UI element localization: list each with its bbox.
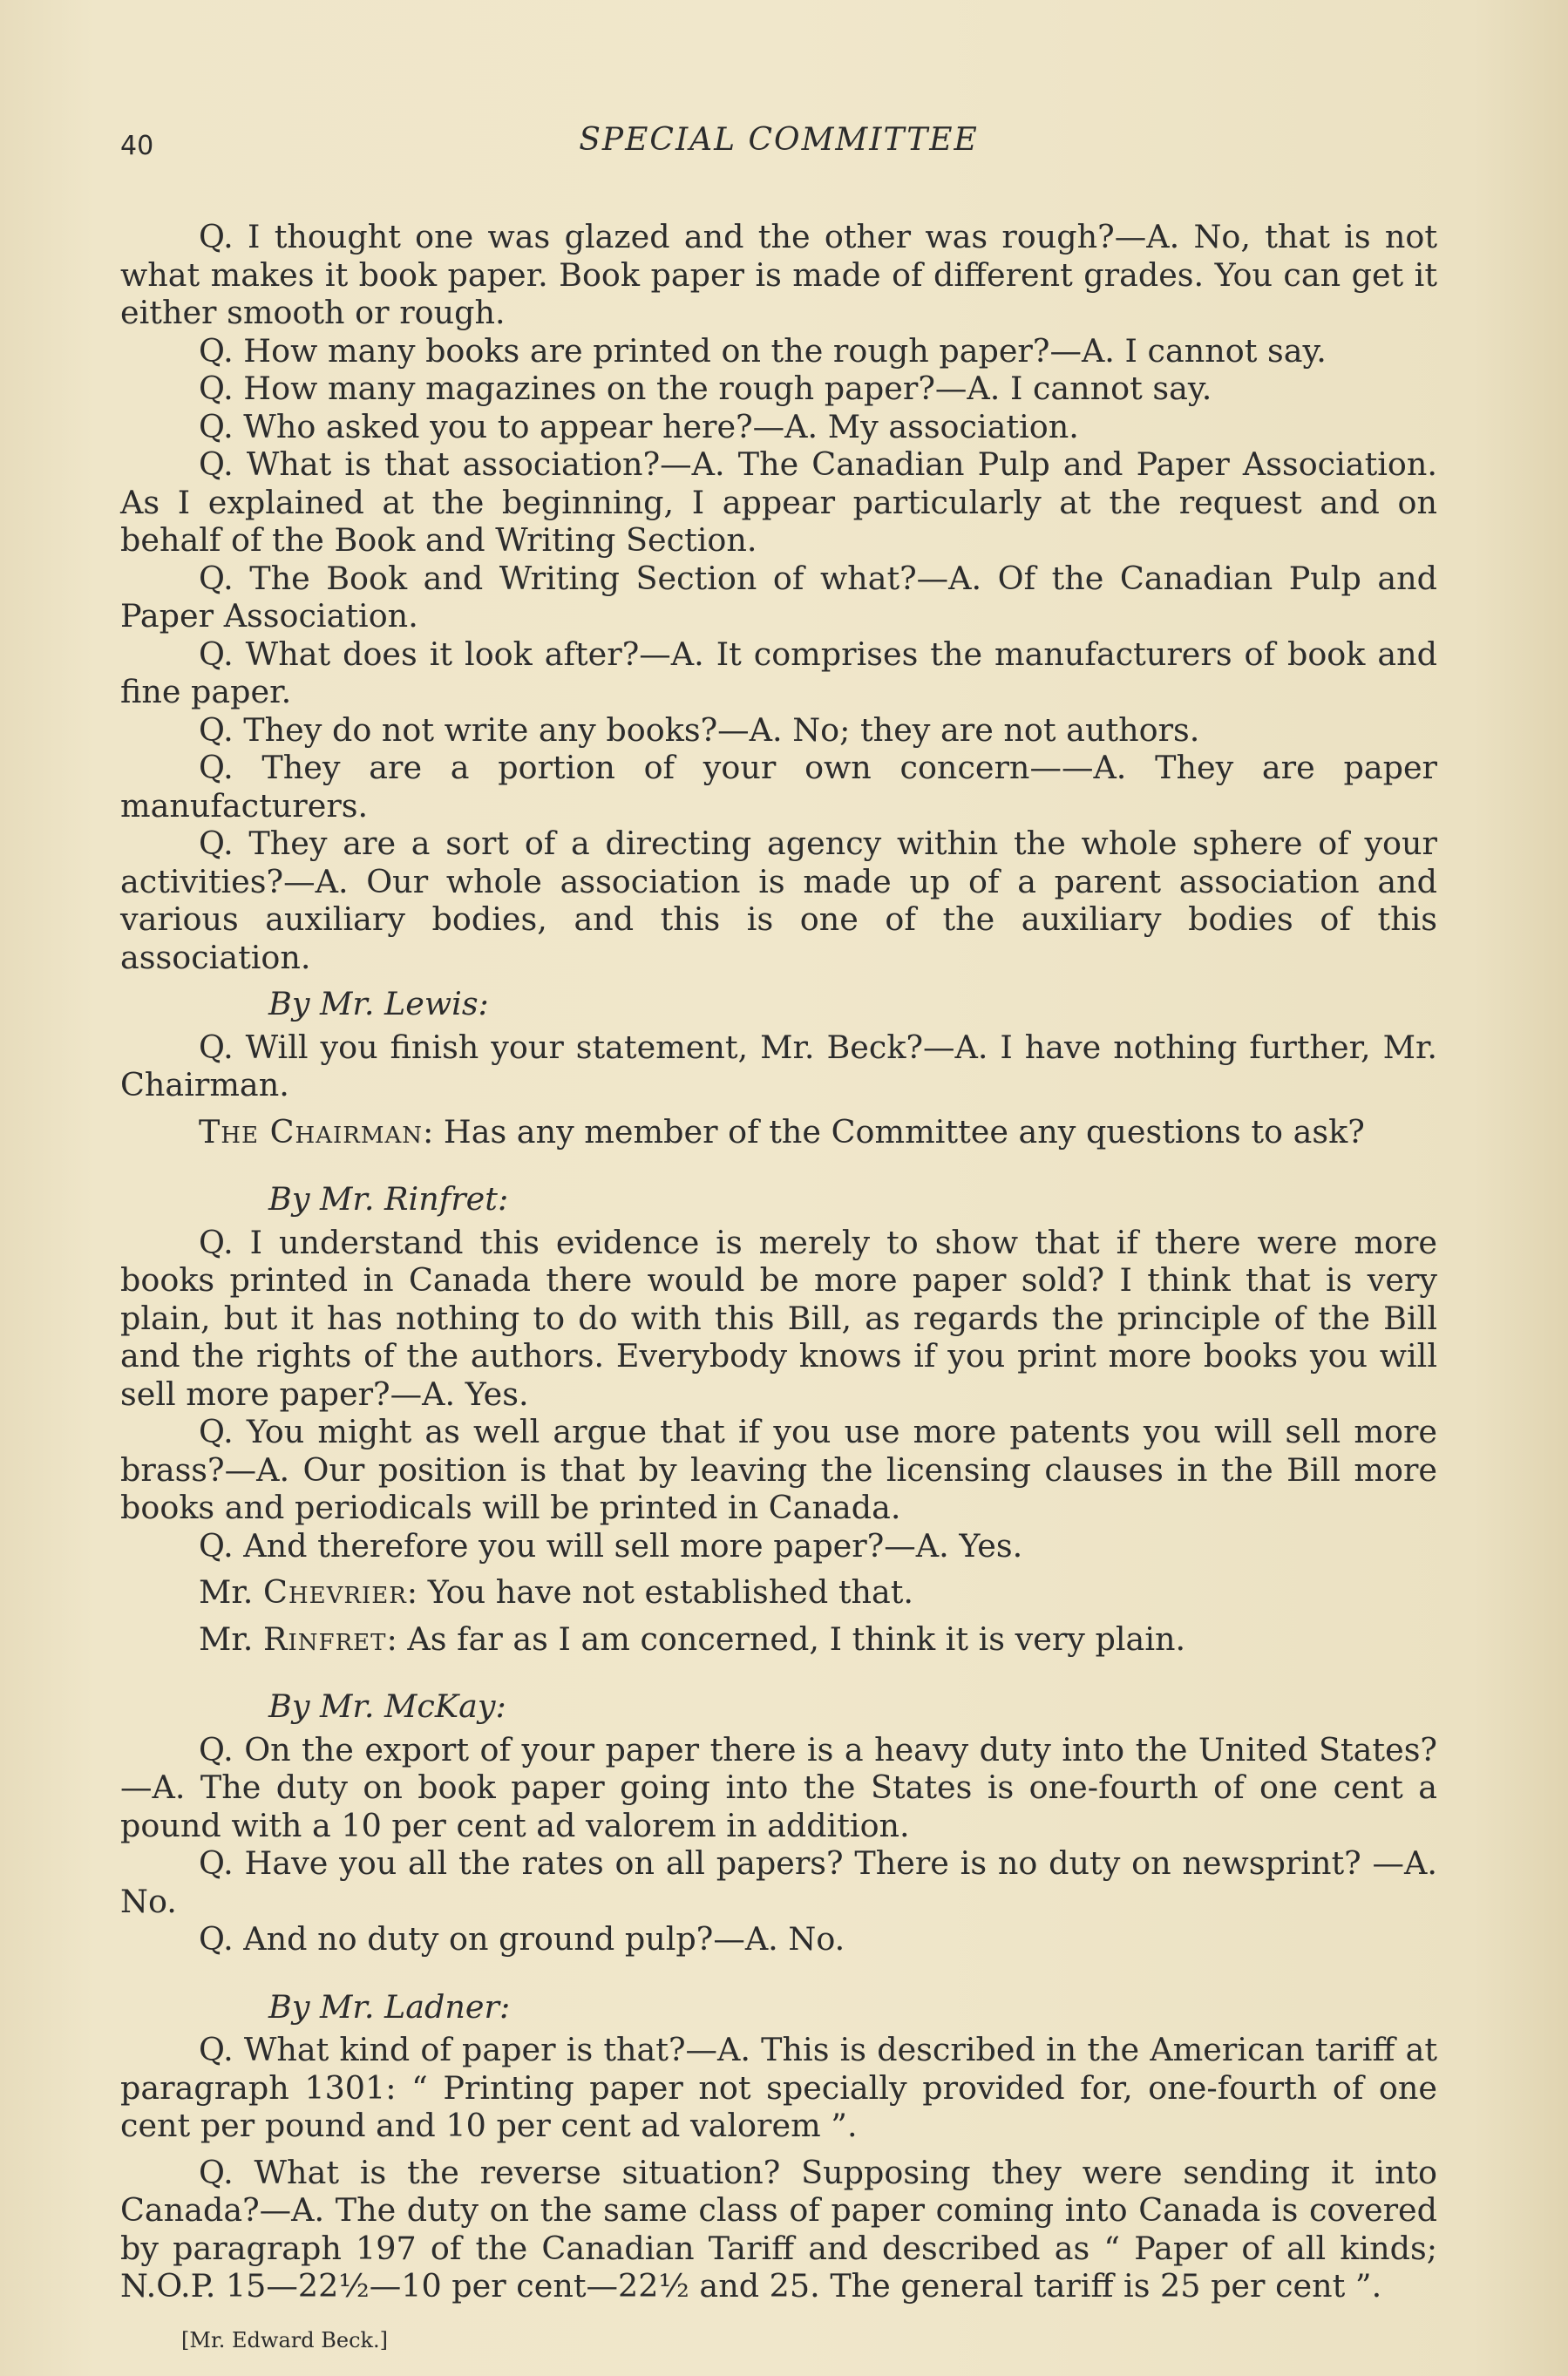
rinfret-remark — [120, 1620, 1437, 1659]
paragraph: Q. And therefore you will sell more paper?—A. Yes. — [199, 1526, 1023, 1565]
running-head: SPECIAL COMMITTEE — [579, 122, 979, 158]
paragraph: Q. Have you all the rates on all papers? There is no duty on newsprint? —A. No. — [120, 1844, 1437, 1920]
page-header — [120, 122, 1437, 174]
page-number: 40 — [120, 131, 154, 161]
paragraph: Q. What does it look after?—A. It comprises the manufacturers of book and fine paper. — [120, 635, 1437, 710]
remark-text: : Has any member of the Committee any questions to ask? — [422, 1112, 1365, 1151]
remark-text: : As far as I am concerned, I think it is very plain. — [386, 1619, 1186, 1658]
examiner-heading: By Mr. Ladner: — [268, 1987, 511, 2026]
chairman-remark — [120, 1113, 1437, 1151]
speaker-prefix: Mr. — [199, 1573, 264, 1611]
paragraph: Q. And no duty on ground pulp?—A. No. — [199, 1920, 845, 1958]
paragraph: Q. What is the reverse situation? Supposing they were sending it into Canada?—A. The duty on the same class of paper coming into Canada is covered by paragraph 197 of the Canadian Tariff and described as “ Paper of all kinds; N.O.P. 15—22½—10 per cent—22½ and 25. The general tariff is 25 per cent ”. — [120, 2153, 1437, 2305]
paragraph: Q. I understand this evidence is merely to show that if there were more books printed in Canada there would be more paper sold? I think that is very plain, but it has nothing to do with this Bill, as regards the principle of the Bill and the rights of the authors. Everybody knows if you print more books you will sell more paper?—A. Yes. — [120, 1223, 1437, 1413]
paragraph: Q. How many books are printed on the rough paper?—A. I cannot say. — [199, 331, 1327, 370]
paragraph: Q. They are a portion of your own concern——A. They are paper manufacturers. — [120, 749, 1437, 825]
witness-footnote: [Mr. Edward Beck.] — [181, 2327, 389, 2352]
speaker-prefix: Mr. — [199, 1619, 264, 1658]
examiner-heading: By Mr. Rinfret: — [268, 1180, 509, 1218]
paragraph: Q. What is that association?—A. The Canadian Pulp and Paper Association. As I explained at the beginning, I appear particularly at the request and on behalf of the Book and Writing Section. — [120, 445, 1437, 559]
paragraph: Q. You might as well argue that if you use more patents you will sell more brass?—A. Our position is that by leaving the licensing clauses in the Bill more books and periodicals will be printed in Canada. — [120, 1413, 1437, 1526]
examiner-heading: By Mr. McKay: — [268, 1687, 506, 1725]
speaker-name: The Chairman — [199, 1112, 423, 1151]
speaker-name: Chevrier — [263, 1573, 407, 1611]
body-text — [120, 218, 1437, 2305]
paragraph: Q. They are a sort of a directing agency within the whole sphere of your activities?—A. Our whole association is made up of a parent association and various auxiliary bodies, and this is one of the auxiliary bodies of this association. — [120, 825, 1437, 976]
paragraph: Q. I thought one was glazed and the other was rough?—A. No, that is not what makes it book paper. Book paper is made of different grades. You can get it either smooth or rough. — [120, 218, 1437, 331]
paragraph: Q. They do not write any books?—A. No; they are not authors. — [199, 710, 1200, 749]
paragraph: Q. Will you finish your statement, Mr. Beck?—A. I have nothing further, Mr. Chairman. — [120, 1028, 1437, 1103]
speaker-name: Rinfret — [263, 1619, 387, 1658]
paragraph: Q. What kind of paper is that?—A. This is described in the American tariff at paragraph 1301: “ Printing paper not specially provided for, one-fourth of one cent per pound and 10 per cent ad valorem ”. — [120, 2031, 1437, 2144]
examiner-heading: By Mr. Lewis: — [268, 985, 489, 1022]
paragraph: Q. On the export of your paper there is a heavy duty into the United States?—A. The duty on book paper going into the States is one-fourth of one cent a pound with a 10 per cent ad valorem in addition. — [120, 1730, 1437, 1844]
paragraph: Q. Who asked you to appear here?—A. My association. — [199, 407, 1079, 445]
paragraph: Q. The Book and Writing Section of what?—A. Of the Canadian Pulp and Paper Association. — [120, 559, 1437, 635]
remark-text: : You have not established that. — [406, 1573, 914, 1611]
paragraph: Q. How many magazines on the rough paper?—A. I cannot say. — [199, 370, 1212, 407]
chevrier-remark — [120, 1573, 1437, 1612]
